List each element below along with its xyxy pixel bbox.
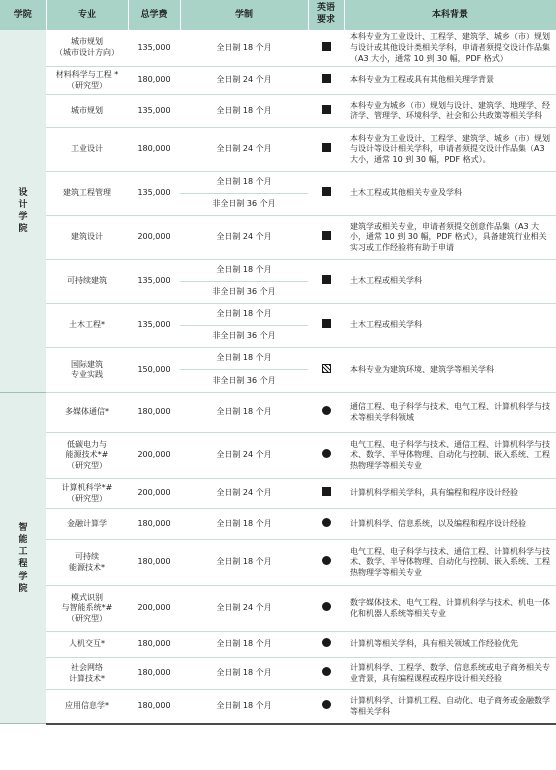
table-row bbox=[0, 658, 556, 690]
major-name: 可持续建筑 bbox=[46, 260, 128, 304]
tuition-value: 180,000 bbox=[128, 540, 180, 586]
tuition-value: 180,000 bbox=[128, 393, 180, 433]
background-requirement: 通信工程、电子科学与技术、电气工程、计算机科学与技术等相关学科领域 bbox=[344, 393, 556, 433]
major-name: 模式识别 与智能系统*# （研究型） bbox=[46, 586, 128, 632]
tuition-value: 150,000 bbox=[128, 348, 180, 393]
major-name: 多媒体通信* bbox=[46, 393, 128, 433]
background-requirement: 数字媒体技术、电气工程、计算机科学与技术、机电一体化和机器人系统等相关专业 bbox=[344, 586, 556, 632]
duration-value: 全日制 18 个月 bbox=[180, 304, 308, 326]
major-name: 工业设计 bbox=[46, 128, 128, 172]
header-duration: 学制 bbox=[180, 0, 308, 30]
english-requirement bbox=[308, 172, 344, 216]
major-name: 土木工程* bbox=[46, 304, 128, 348]
background-requirement: 计算机科学、工程学、数学、信息系统或电子商务相关专业背景，具有编程课程或程序设计相关经验 bbox=[344, 658, 556, 690]
tuition-value: 180,000 bbox=[128, 632, 180, 658]
major-name: 建筑设计 bbox=[46, 216, 128, 260]
english-requirement bbox=[308, 260, 344, 304]
header-english: 英语要求 bbox=[308, 0, 344, 30]
table-row bbox=[0, 509, 556, 540]
duration-value: 全日制 18 个月 bbox=[180, 95, 308, 128]
tuition-value: 135,000 bbox=[128, 30, 180, 67]
english-requirement bbox=[308, 128, 344, 172]
header-background: 本科背景 bbox=[344, 0, 556, 30]
major-name: 国际建筑 专业实践 bbox=[46, 348, 128, 393]
table-row bbox=[0, 67, 556, 95]
background-requirement: 计算机科学、信息系统，以及编程和程序设计经验 bbox=[344, 509, 556, 540]
tuition-value: 180,000 bbox=[128, 658, 180, 690]
duration-value: 全日制 24 个月 bbox=[180, 216, 308, 260]
square-mark-icon bbox=[322, 275, 331, 284]
duration-value: 全日制 18 个月 bbox=[180, 172, 308, 194]
english-requirement bbox=[308, 540, 344, 586]
major-name: 城市规划 bbox=[46, 95, 128, 128]
header-tuition: 总学费 bbox=[128, 0, 180, 30]
major-name: 计算机科学*# （研究型） bbox=[46, 479, 128, 509]
school-label: 智能工程学院 bbox=[0, 393, 46, 724]
duration-value: 全日制 18 个月 bbox=[180, 348, 308, 370]
duration-value: 全日制 18 个月 bbox=[180, 690, 308, 724]
english-requirement bbox=[308, 95, 344, 128]
duration-value: 非全日制 36 个月 bbox=[180, 282, 308, 304]
background-requirement: 本科专业为城乡（市）规划与设计、建筑学、地理学、经济学、管理学、环境科学、社会和公共政策等相关学科 bbox=[344, 95, 556, 128]
circle-mark-icon bbox=[322, 638, 331, 647]
english-requirement bbox=[308, 509, 344, 540]
english-requirement bbox=[308, 30, 344, 67]
circle-mark-icon bbox=[322, 667, 331, 676]
tuition-value: 200,000 bbox=[128, 216, 180, 260]
duration-value: 非全日制 36 个月 bbox=[180, 326, 308, 348]
tuition-value: 135,000 bbox=[128, 260, 180, 304]
tuition-value: 135,000 bbox=[128, 304, 180, 348]
tuition-value: 180,000 bbox=[128, 67, 180, 95]
table-row bbox=[0, 632, 556, 658]
major-name: 应用信息学* bbox=[46, 690, 128, 724]
table-row bbox=[0, 690, 556, 724]
background-requirement: 本科专业为建筑环境、建筑学等相关学科 bbox=[344, 348, 556, 393]
table-row bbox=[0, 348, 556, 370]
square-mark-icon bbox=[322, 105, 331, 114]
square-mark-icon bbox=[322, 143, 331, 152]
tuition-value: 180,000 bbox=[128, 690, 180, 724]
english-requirement bbox=[308, 433, 344, 479]
header-school: 学院 bbox=[0, 0, 46, 30]
background-requirement: 计算机科学、计算机工程、自动化、电子商务或金融数学等相关学科 bbox=[344, 690, 556, 724]
major-name: 社会网络 计算技术* bbox=[46, 658, 128, 690]
english-requirement bbox=[308, 658, 344, 690]
table-row bbox=[0, 540, 556, 586]
square-mark-icon bbox=[322, 487, 331, 496]
table-row bbox=[0, 433, 556, 479]
major-name: 城市规划 （城市设计方向） bbox=[46, 30, 128, 67]
major-name: 人机交互* bbox=[46, 632, 128, 658]
square-mark-icon bbox=[322, 187, 331, 196]
table-row bbox=[0, 260, 556, 282]
circle-mark-icon bbox=[322, 406, 331, 415]
table-body bbox=[0, 30, 556, 724]
background-requirement: 本科专业为工程或具有其他相关理学背景 bbox=[344, 67, 556, 95]
table-row bbox=[0, 304, 556, 326]
table-row bbox=[0, 586, 556, 632]
english-requirement bbox=[308, 304, 344, 348]
english-requirement bbox=[308, 67, 344, 95]
major-name: 金融计算学 bbox=[46, 509, 128, 540]
tuition-value: 180,000 bbox=[128, 509, 180, 540]
square-mark-icon bbox=[322, 319, 331, 328]
circle-mark-icon bbox=[322, 449, 331, 458]
circle-mark-icon bbox=[322, 556, 331, 565]
duration-value: 全日制 24 个月 bbox=[180, 586, 308, 632]
table-row bbox=[0, 95, 556, 128]
duration-value: 全日制 18 个月 bbox=[180, 540, 308, 586]
tuition-value: 135,000 bbox=[128, 172, 180, 216]
duration-value: 全日制 18 个月 bbox=[180, 509, 308, 540]
background-requirement: 计算机等相关学科，具有相关领域工作经验优先 bbox=[344, 632, 556, 658]
background-requirement: 电气工程、电子科学与技术、通信工程、计算机科学与技术、数学、半导体物理、自动化与控制、嵌入系统、工程热物理学等相关专业 bbox=[344, 540, 556, 586]
square-mark-icon bbox=[322, 42, 331, 51]
tuition-value: 180,000 bbox=[128, 128, 180, 172]
duration-value: 全日制 18 个月 bbox=[180, 658, 308, 690]
english-requirement bbox=[308, 690, 344, 724]
square-mark-icon bbox=[322, 74, 331, 83]
background-requirement: 建筑学或相关专业，申请者须提交创意作品集（A3 大小，通常 10 到 30 幅，PDF 格式），具备建筑行业相关实习或工作经验将有助于申请 bbox=[344, 216, 556, 260]
table-row bbox=[0, 479, 556, 509]
background-requirement: 土木工程或相关学科 bbox=[344, 304, 556, 348]
tuition-value: 200,000 bbox=[128, 479, 180, 509]
circle-mark-icon bbox=[322, 700, 331, 709]
major-name: 材料科学与工程 * （研究型） bbox=[46, 67, 128, 95]
english-requirement bbox=[308, 586, 344, 632]
table-row bbox=[0, 216, 556, 260]
duration-value: 全日制 24 个月 bbox=[180, 128, 308, 172]
english-requirement bbox=[308, 348, 344, 393]
circle-mark-icon bbox=[322, 602, 331, 611]
background-requirement: 电气工程、电子科学与技术、通信工程、计算机科学与技术、数学、半导体物理、自动化与控制、嵌入系统、工程热物理学等相关专业 bbox=[344, 433, 556, 479]
table-row bbox=[0, 172, 556, 194]
major-name: 低碳电力与 能源技术*# （研究型） bbox=[46, 433, 128, 479]
duration-value: 全日制 24 个月 bbox=[180, 67, 308, 95]
english-requirement bbox=[308, 632, 344, 658]
english-requirement bbox=[308, 479, 344, 509]
major-name: 可持续 能源技术* bbox=[46, 540, 128, 586]
duration-value: 全日制 18 个月 bbox=[180, 30, 308, 67]
tuition-value: 200,000 bbox=[128, 433, 180, 479]
tuition-value: 200,000 bbox=[128, 586, 180, 632]
background-requirement: 土木工程或相关学科 bbox=[344, 260, 556, 304]
english-requirement bbox=[308, 216, 344, 260]
background-requirement: 本科专业为工业设计、工程学、建筑学、城乡（市）规划与设计或其他设计类相关学科，申请者须提交设计作品集（A3 大小，通常 10 到 30 幅，PDF 格式） bbox=[344, 30, 556, 67]
duration-value: 非全日制 36 个月 bbox=[180, 194, 308, 216]
background-requirement: 本科专业为工业设计、工程学、建筑学、城乡（市）规划与设计等设计相关学科，申请者须提交设计作品集（A3 大小，通常 10 到 30 幅，PDF 格式）。 bbox=[344, 128, 556, 172]
table-row bbox=[0, 128, 556, 172]
major-name: 建筑工程管理 bbox=[46, 172, 128, 216]
hatched-mark-icon bbox=[322, 364, 331, 373]
english-requirement bbox=[308, 393, 344, 433]
duration-value: 全日制 18 个月 bbox=[180, 632, 308, 658]
table-row bbox=[0, 393, 556, 433]
background-requirement: 土木工程或其他相关专业及学科 bbox=[344, 172, 556, 216]
duration-value: 全日制 18 个月 bbox=[180, 260, 308, 282]
square-mark-icon bbox=[322, 231, 331, 240]
header-row bbox=[0, 0, 556, 30]
circle-mark-icon bbox=[322, 518, 331, 527]
header-major: 专业 bbox=[46, 0, 128, 30]
table-row bbox=[0, 30, 556, 67]
duration-value: 非全日制 36 个月 bbox=[180, 370, 308, 393]
school-label: 设计学院 bbox=[0, 30, 46, 393]
background-requirement: 计算机科学相关学科，具有编程和程序设计经验 bbox=[344, 479, 556, 509]
tuition-value: 135,000 bbox=[128, 95, 180, 128]
duration-value: 全日制 24 个月 bbox=[180, 479, 308, 509]
duration-value: 全日制 24 个月 bbox=[180, 433, 308, 479]
duration-value: 全日制 18 个月 bbox=[180, 393, 308, 433]
